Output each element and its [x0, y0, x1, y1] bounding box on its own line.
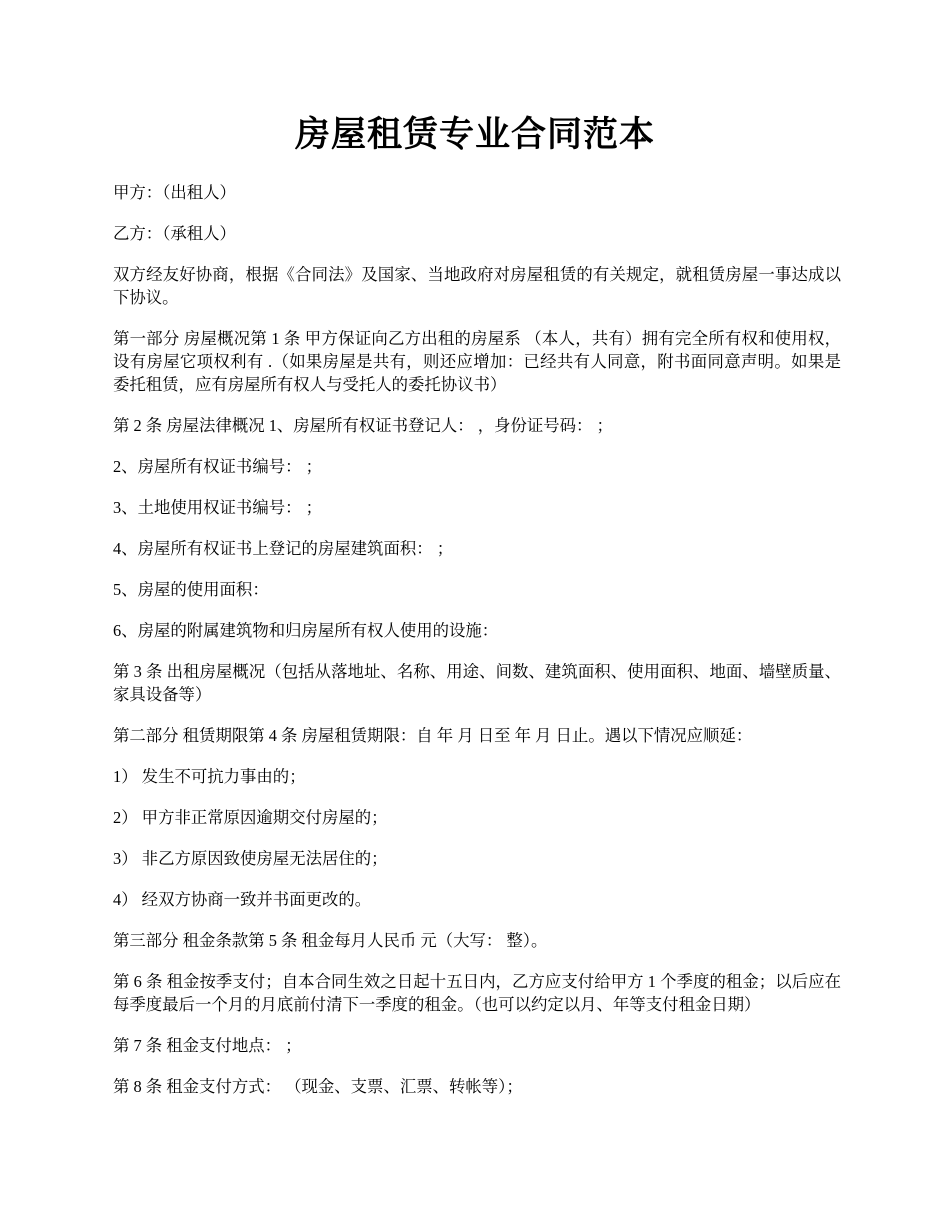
article-4-paragraph: 第二部分 租赁期限第 4 条 房屋租赁期限：自 年 月 日至 年 月 日止。遇以下情况应顺延：: [113, 726, 753, 745]
article-3-paragraph: 第 3 条 出租房屋概况（包括从落地址、名称、用途、间数、建筑面积、使用面积、地面、墙壁质量、家具设备等）: [113, 662, 841, 704]
extension-item-2: 2） 甲方非正常原因逾期交付房屋的；: [113, 808, 388, 827]
article-2-item-4: 4、房屋所有权证书上登记的房屋建筑面积： ；: [113, 539, 454, 558]
document-body: [113, 181, 841, 1116]
article-2-paragraph: 第 2 条 房屋法律概况 1、房屋所有权证书登记人： ，身份证号码： ；: [113, 416, 613, 435]
article-2-item-2: 2、房屋所有权证书编号： ；: [113, 457, 322, 476]
article-7-paragraph: 第 7 条 租金支付地点： ；: [113, 1036, 302, 1055]
extension-item-4: 4） 经双方协商一致并书面更改的。: [113, 890, 372, 909]
article-1-paragraph: 第一部分 房屋概况第 1 条 甲方保证向乙方出租的房屋系 （本人，共有）拥有完全所有权和使用权，设有房屋它项权利有 .（如果房屋是共有，则还应增加：已经共有人同意，附书面同意声明。如果是委托租赁，应有房屋所有权人与受托人的委托协议书）: [113, 329, 841, 394]
article-6-paragraph: 第 6 条 租金按季支付；自本合同生效之日起十五日内，乙方应支付给甲方 1 个季度的租金；以后应在每季度最后一个月的月底前付清下一季度的租金。（也可以约定以月、年等支付租金日期）: [113, 972, 841, 1014]
document-title: 房屋租赁专业合同范本: [294, 115, 655, 154]
extension-item-3: 3） 非乙方原因致使房屋无法居住的；: [113, 849, 388, 868]
article-8-paragraph: 第 8 条 租金支付方式： （现金、支票、汇票、转帐等）；: [113, 1077, 523, 1096]
article-2-item-3: 3、土地使用权证书编号： ；: [113, 498, 322, 517]
article-5-paragraph: 第三部分 租金条款第 5 条 租金每月人民币 元（大写： 整）。: [113, 931, 548, 950]
party-b-line: 乙方：（承租人）: [113, 224, 236, 243]
party-a-line: 甲方：（出租人）: [113, 183, 236, 202]
article-2-item-5: 5、房屋的使用面积：: [113, 580, 269, 599]
article-2-item-6: 6、房屋的附属建筑物和归房屋所有权人使用的设施：: [113, 621, 499, 640]
extension-item-1: 1） 发生不可抗力事由的；: [113, 767, 306, 786]
preamble-paragraph: 双方经友好协商，根据《合同法》及国家、当地政府对房屋租赁的有关规定，就租赁房屋一事达成以下协议。: [113, 265, 841, 307]
